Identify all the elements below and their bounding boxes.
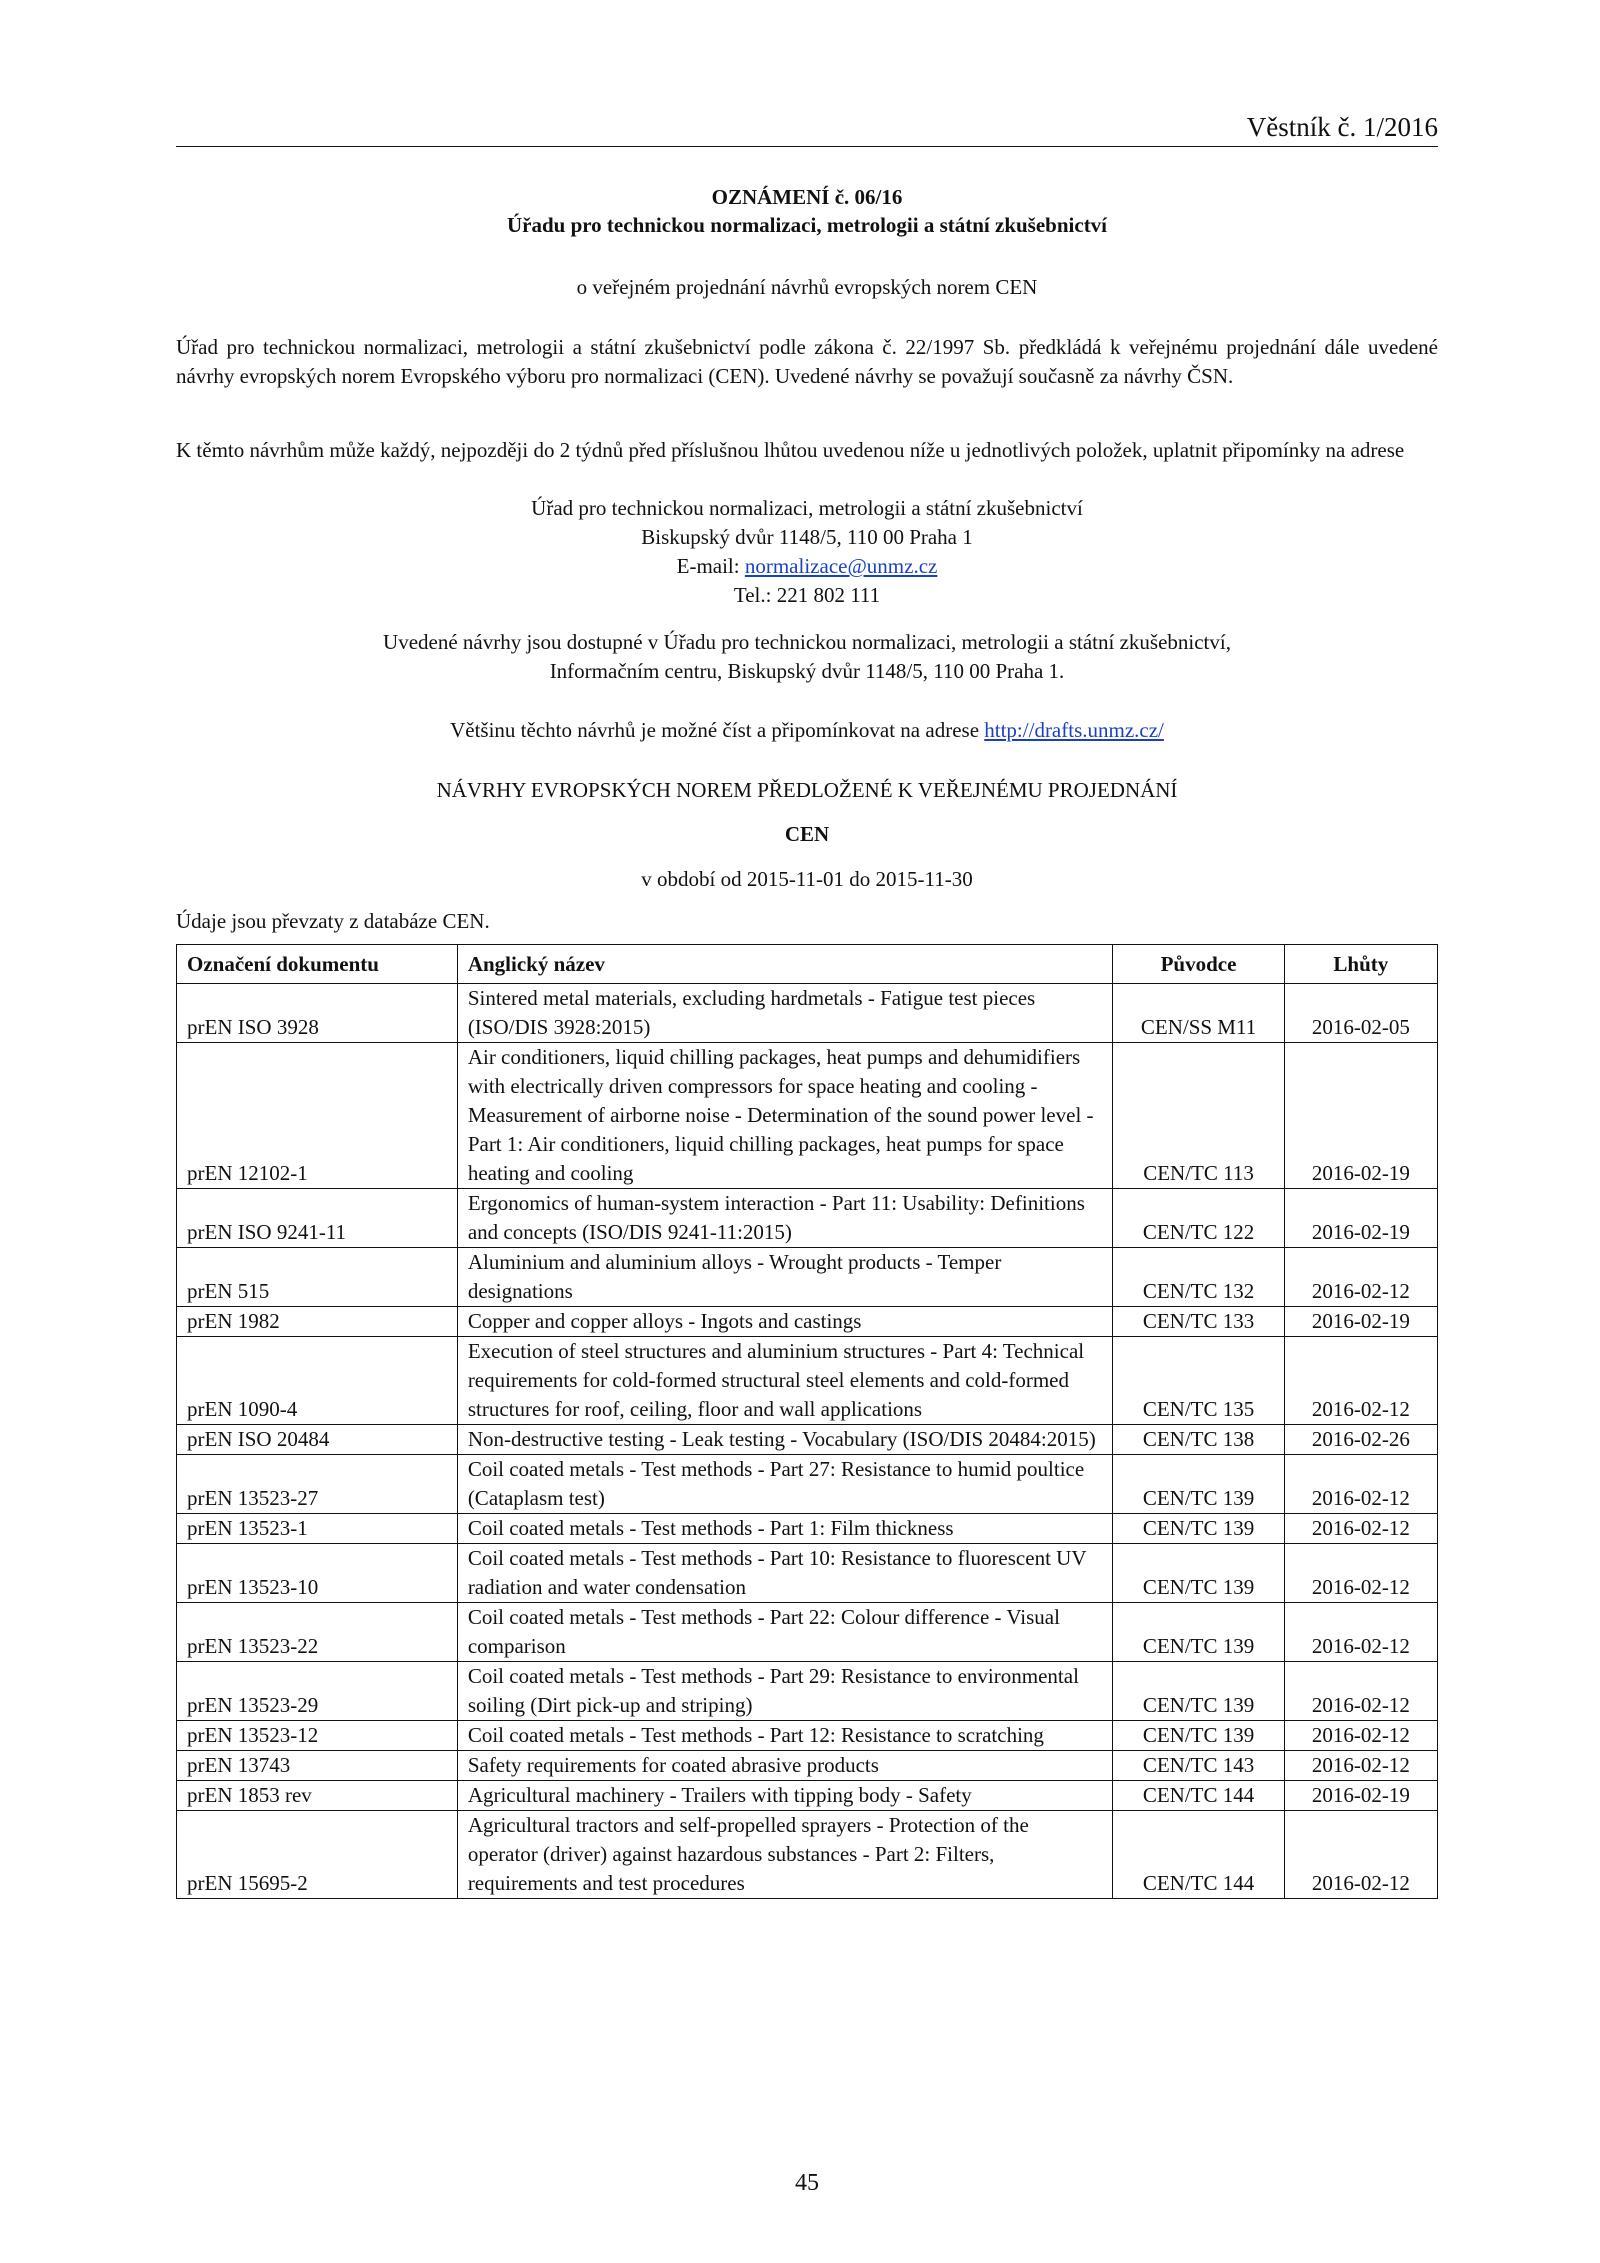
- document-id-cell: prEN 13743: [177, 1751, 458, 1781]
- office-name: Úřad pro technickou normalizaci, metrologii a státní zkušebnictví: [531, 496, 1083, 520]
- english-title-cell: Coil coated metals - Test methods - Part 22: Colour difference - Visual comparison: [457, 1603, 1113, 1662]
- table-row: [177, 1455, 1438, 1514]
- section-heading: NÁVRHY EVROPSKÝCH NOREM PŘEDLOŽENÉ K VEŘEJNÉMU PROJEDNÁNÍ: [436, 778, 1178, 802]
- header-document-id: Označení dokumentu: [177, 945, 458, 984]
- deadline-cell: 2016-02-12: [1284, 1662, 1437, 1721]
- section-org: CEN: [784, 822, 830, 846]
- header-originator: Původce: [1113, 945, 1284, 984]
- deadline-cell: 2016-02-12: [1284, 1544, 1437, 1603]
- availability-note: [176, 628, 1438, 686]
- table-row: [177, 1751, 1438, 1781]
- office-street: Biskupský dvůr 1148/5, 110 00 Praha 1: [641, 525, 973, 549]
- table-row: [177, 1307, 1438, 1337]
- table-row: [177, 1425, 1438, 1455]
- table-row: [177, 1721, 1438, 1751]
- section-period: v období od 2015-11-01 do 2015-11-30: [641, 867, 973, 891]
- contact-address: [176, 494, 1438, 610]
- announcement-subject: o veřejném projednání návrhů evropských norem CEN: [576, 275, 1038, 299]
- document-id-cell: prEN 1090-4: [177, 1337, 458, 1425]
- document-id-cell: prEN 1982: [177, 1307, 458, 1337]
- english-title-cell: Copper and copper alloys - Ingots and castings: [457, 1307, 1113, 1337]
- availability-line-1: Uvedené návrhy jsou dostupné v Úřadu pro technickou normalizaci, metrologii a státní zkušebnictví,: [383, 630, 1231, 654]
- document-id-cell: prEN 13523-27: [177, 1455, 458, 1514]
- originator-cell: CEN/TC 139: [1113, 1603, 1284, 1662]
- deadline-cell: 2016-02-12: [1284, 1603, 1437, 1662]
- page-number: 45: [795, 2170, 819, 2196]
- comments-paragraph: K těmto návrhům může každý, nejpozději do 2 týdnů před příslušnou lhůtou uvedenou níže u jednotlivých položek, uplatnit připomínky na adrese: [176, 438, 1405, 462]
- document-id-cell: prEN ISO 9241-11: [177, 1189, 458, 1248]
- email-link[interactable]: normalizace@unmz.cz: [744, 554, 938, 578]
- drafts-note: [176, 716, 1438, 745]
- table-row: [177, 1189, 1438, 1248]
- table-body: [177, 984, 1438, 1899]
- english-title-cell: Agricultural tractors and self-propelled sprayers - Protection of the operator (driver) against hazardous substances - Part 2: Filters, requirements and test procedures: [457, 1811, 1113, 1899]
- deadline-cell: 2016-02-26: [1284, 1425, 1437, 1455]
- table-header-row: [177, 945, 1438, 984]
- table-row: [177, 984, 1438, 1043]
- originator-cell: CEN/TC 139: [1113, 1544, 1284, 1603]
- english-title-cell: Air conditioners, liquid chilling packages, heat pumps and dehumidifiers with electrically driven compressors for space heating and cooling - Measurement of airborne noise - Determination of the sound power level - Part 1: Air conditioners, liquid chilling packages, heat pumps for space heating and cooling: [457, 1043, 1113, 1189]
- deadline-cell: 2016-02-12: [1284, 1455, 1437, 1514]
- drafts-link[interactable]: http://drafts.unmz.cz/: [984, 718, 1164, 742]
- originator-cell: CEN/TC 144: [1113, 1781, 1284, 1811]
- deadline-cell: 2016-02-19: [1284, 1189, 1437, 1248]
- originator-cell: CEN/TC 138: [1113, 1425, 1284, 1455]
- email-label: E-mail:: [676, 554, 745, 578]
- intro-paragraph: Úřad pro technickou normalizaci, metrologii a státní zkušebnictví podle zákona č. 22/1997 Sb. předkládá k veřejnému projednání dále uvedené návrhy evropských norem Evropského výboru pro normalizaci (CEN). Uvedené návrhy se považují současně za návrhy ČSN.: [176, 335, 1438, 388]
- english-title-cell: Aluminium and aluminium alloys - Wrought products - Temper designations: [457, 1248, 1113, 1307]
- deadline-cell: 2016-02-12: [1284, 1337, 1437, 1425]
- deadline-cell: 2016-02-05: [1284, 984, 1437, 1043]
- originator-cell: CEN/TC 133: [1113, 1307, 1284, 1337]
- document-id-cell: prEN 13523-1: [177, 1514, 458, 1544]
- document-id-cell: prEN 15695-2: [177, 1811, 458, 1899]
- originator-cell: CEN/TC 135: [1113, 1337, 1284, 1425]
- table-row: [177, 1811, 1438, 1899]
- document-id-cell: prEN 13523-22: [177, 1603, 458, 1662]
- english-title-cell: Safety requirements for coated abrasive products: [457, 1751, 1113, 1781]
- deadline-cell: 2016-02-12: [1284, 1751, 1437, 1781]
- originator-cell: CEN/TC 122: [1113, 1189, 1284, 1248]
- originator-cell: CEN/TC 132: [1113, 1248, 1284, 1307]
- announcement-title: OZNÁMENÍ č. 06/16: [711, 185, 903, 209]
- table-row: [177, 1248, 1438, 1307]
- deadline-cell: 2016-02-12: [1284, 1248, 1437, 1307]
- table-row: [177, 1544, 1438, 1603]
- table-row: [177, 1603, 1438, 1662]
- header-english-title: Anglický název: [457, 945, 1113, 984]
- english-title-cell: Coil coated metals - Test methods - Part 29: Resistance to environmental soiling (Dirt pick-up and striping): [457, 1662, 1113, 1721]
- deadline-cell: 2016-02-19: [1284, 1781, 1437, 1811]
- announcement-issuer: Úřadu pro technickou normalizaci, metrologii a státní zkušebnictví: [506, 213, 1108, 237]
- table-row: [177, 1514, 1438, 1544]
- document-id-cell: prEN 1853 rev: [177, 1781, 458, 1811]
- office-email-line: [176, 552, 1438, 581]
- originator-cell: CEN/TC 139: [1113, 1514, 1284, 1544]
- originator-cell: CEN/TC 139: [1113, 1721, 1284, 1751]
- table-row: [177, 1337, 1438, 1425]
- header-deadline: Lhůty: [1284, 945, 1437, 984]
- drafts-table: [176, 944, 1438, 1899]
- originator-cell: CEN/TC 144: [1113, 1811, 1284, 1899]
- journal-header: Věstník č. 1/2016: [176, 112, 1438, 147]
- english-title-cell: Sintered metal materials, excluding hardmetals - Fatigue test pieces (ISO/DIS 3928:2015): [457, 984, 1113, 1043]
- document-id-cell: prEN 13523-10: [177, 1544, 458, 1603]
- english-title-cell: Coil coated metals - Test methods - Part 1: Film thickness: [457, 1514, 1113, 1544]
- deadline-cell: 2016-02-12: [1284, 1721, 1437, 1751]
- originator-cell: CEN/TC 139: [1113, 1455, 1284, 1514]
- english-title-cell: Coil coated metals - Test methods - Part 12: Resistance to scratching: [457, 1721, 1113, 1751]
- english-title-cell: Coil coated metals - Test methods - Part 27: Resistance to humid poultice (Cataplasm test): [457, 1455, 1113, 1514]
- document-id-cell: prEN 13523-12: [177, 1721, 458, 1751]
- table-row: [177, 1043, 1438, 1189]
- originator-cell: CEN/TC 113: [1113, 1043, 1284, 1189]
- originator-cell: CEN/SS M11: [1113, 984, 1284, 1043]
- document-id-cell: prEN 13523-29: [177, 1662, 458, 1721]
- table-row: [177, 1781, 1438, 1811]
- document-id-cell: prEN 515: [177, 1248, 458, 1307]
- english-title-cell: Non-destructive testing - Leak testing - Vocabulary (ISO/DIS 20484:2015): [457, 1425, 1113, 1455]
- originator-cell: CEN/TC 143: [1113, 1751, 1284, 1781]
- document-id-cell: prEN 12102-1: [177, 1043, 458, 1189]
- deadline-cell: 2016-02-19: [1284, 1307, 1437, 1337]
- availability-line-2: Informačním centru, Biskupský dvůr 1148/5, 110 00 Praha 1.: [549, 659, 1065, 683]
- english-title-cell: Execution of steel structures and aluminium structures - Part 4: Technical requirements for cold-formed structural steel elements and cold-formed structures for roof, ceiling, floor and wall applications: [457, 1337, 1113, 1425]
- document-id-cell: prEN ISO 3928: [177, 984, 458, 1043]
- data-source-note: Údaje jsou převzaty z databáze CEN.: [176, 909, 490, 933]
- deadline-cell: 2016-02-12: [1284, 1811, 1437, 1899]
- english-title-cell: Agricultural machinery - Trailers with tipping body - Safety: [457, 1781, 1113, 1811]
- english-title-cell: Coil coated metals - Test methods - Part 10: Resistance to fluorescent UV radiation and water condensation: [457, 1544, 1113, 1603]
- deadline-cell: 2016-02-12: [1284, 1514, 1437, 1544]
- originator-cell: CEN/TC 139: [1113, 1662, 1284, 1721]
- office-phone: Tel.: 221 802 111: [733, 583, 881, 607]
- table-row: [177, 1662, 1438, 1721]
- drafts-text: Většinu těchto návrhů je možné číst a připomínkovat na adrese: [450, 718, 985, 742]
- document-id-cell: prEN ISO 20484: [177, 1425, 458, 1455]
- english-title-cell: Ergonomics of human-system interaction - Part 11: Usability: Definitions and concepts (ISO/DIS 9241-11:2015): [457, 1189, 1113, 1248]
- deadline-cell: 2016-02-19: [1284, 1043, 1437, 1189]
